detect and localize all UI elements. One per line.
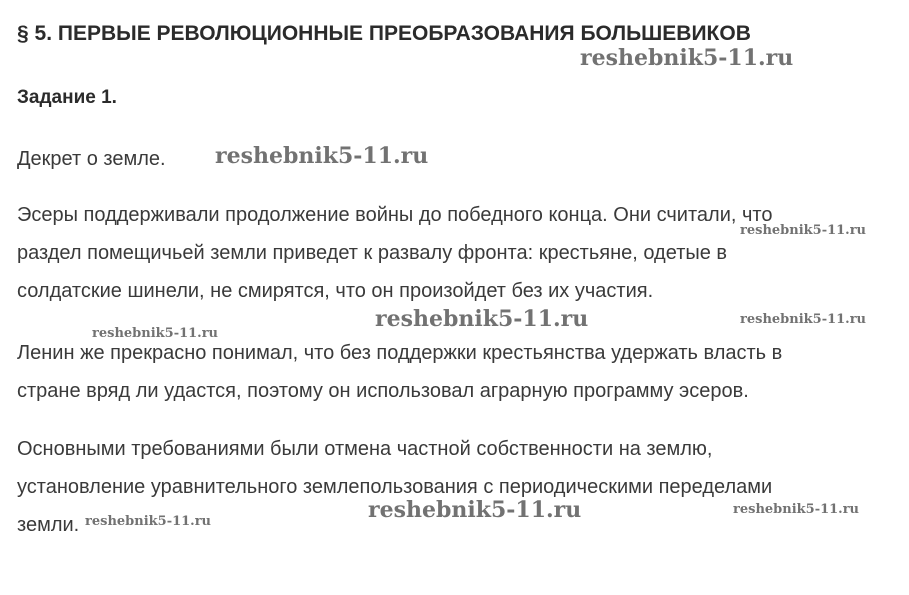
watermark: reshebnik5-11.ru (215, 143, 429, 169)
paragraph-line: установление уравнительного землепользования с периодическими переделами (17, 476, 773, 498)
watermark: reshebnik5-11.ru (85, 514, 212, 529)
paragraph-decree: Декрет о земле. (17, 148, 166, 170)
watermark: reshebnik5-11.ru (375, 306, 589, 332)
paragraph-line: Основными требованиями были отмена частной собственности на землю, (17, 438, 713, 460)
paragraph-line: земли. (17, 514, 80, 536)
watermark: reshebnik5-11.ru (740, 223, 867, 238)
page-heading: § 5. ПЕРВЫЕ РЕВОЛЮЦИОННЫЕ ПРЕОБРАЗОВАНИЯ БОЛЬШЕВИКОВ (17, 22, 751, 45)
paragraph-line: Эсеры поддерживали продолжение войны до победного конца. Они считали, что (17, 204, 773, 226)
paragraph-line: стране вряд ли удастся, поэтому он использовал аграрную программу эсеров. (17, 380, 749, 402)
paragraph-lenin (17, 334, 782, 410)
watermark: reshebnik5-11.ru (740, 312, 867, 327)
paragraph-line: солдатские шинели, не смирятся, что он произойдет без их участия. (17, 280, 654, 302)
watermark: reshebnik5-11.ru (368, 497, 582, 523)
watermark: reshebnik5-11.ru (580, 45, 794, 71)
paragraph-line: Ленин же прекрасно понимал, что без поддержки крестьянства удержать власть в (17, 342, 783, 364)
task-label: Задание 1. (17, 87, 117, 108)
watermark: reshebnik5-11.ru (92, 326, 219, 341)
paragraph-line: раздел помещичьей земли приведет к развалу фронта: крестьяне, одетые в (17, 242, 728, 264)
watermark: reshebnik5-11.ru (733, 502, 860, 517)
paragraph-esers (17, 196, 772, 310)
